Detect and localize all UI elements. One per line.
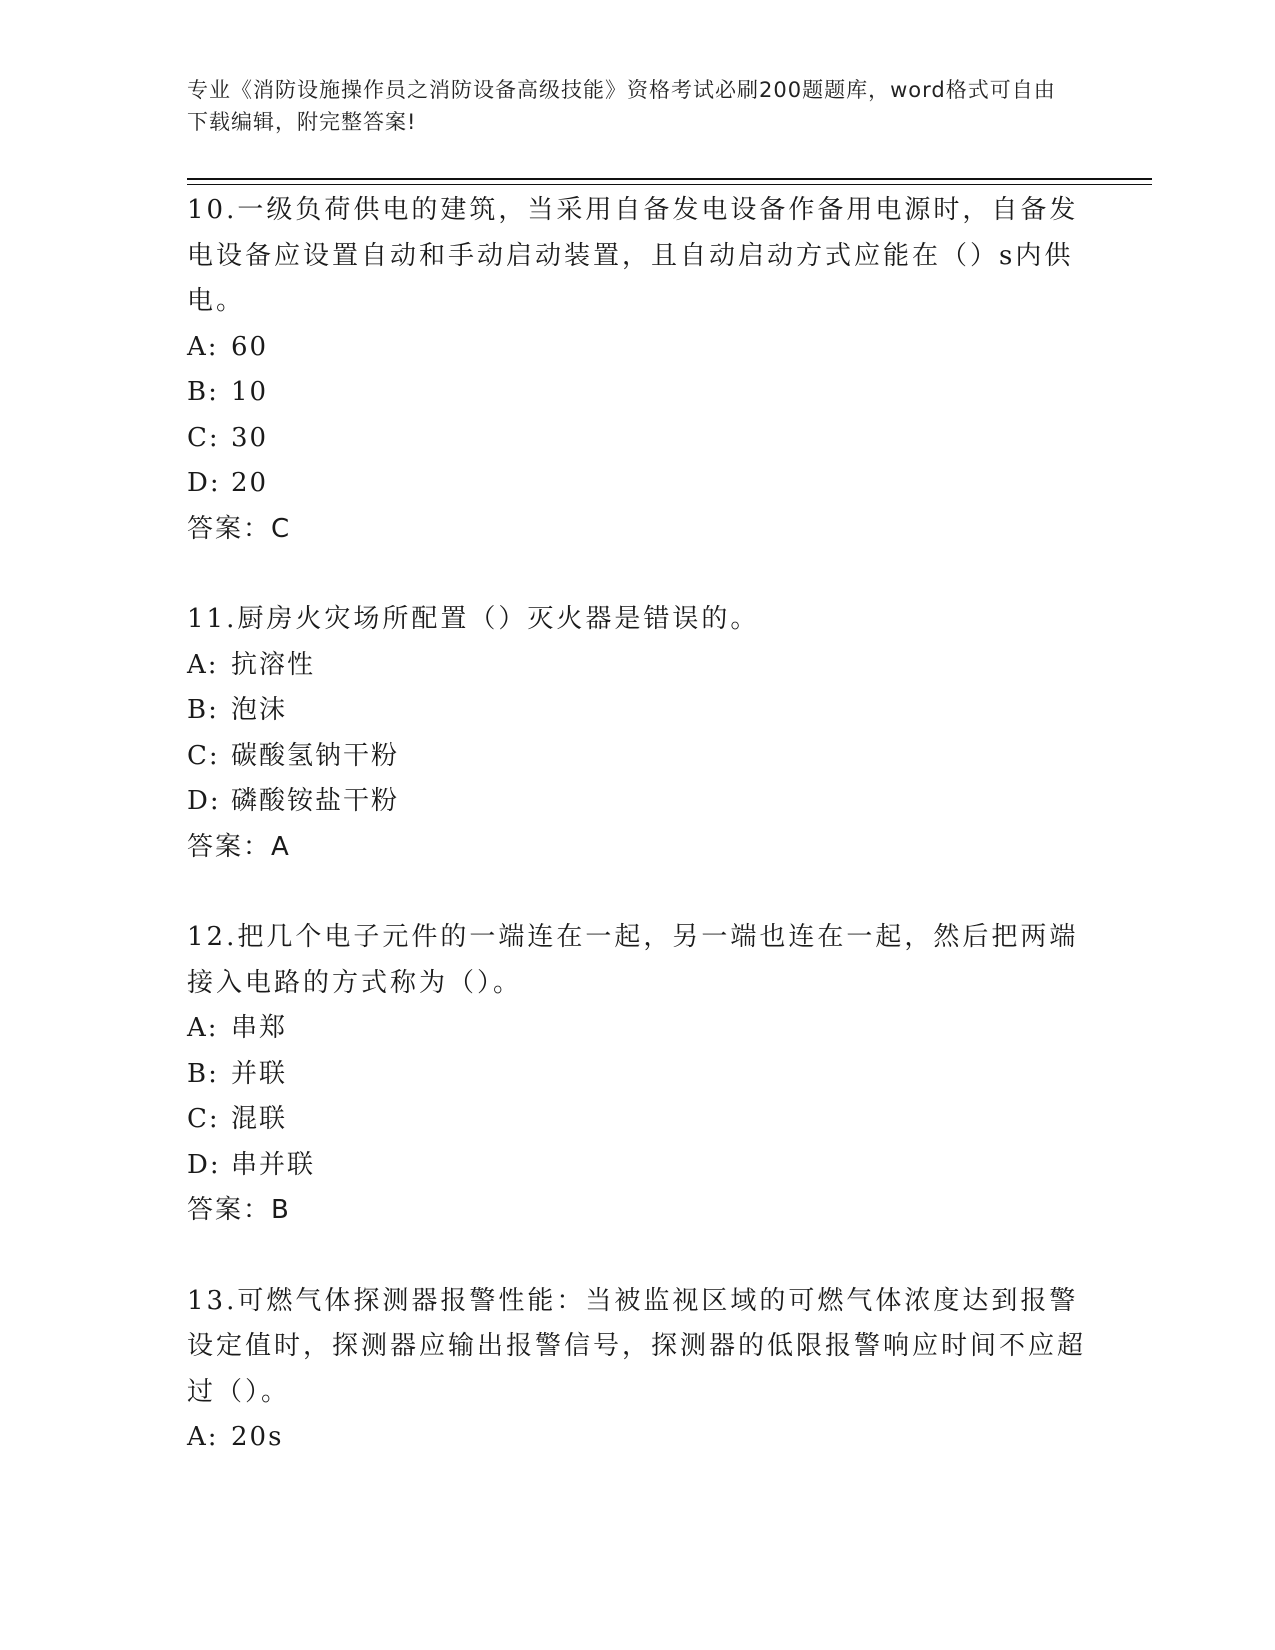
option-letter: A:: [187, 649, 219, 680]
header-divider-thin: [187, 184, 1152, 185]
question-stem: 11.厨房火灾场所配置（）灭火器是错误的。: [187, 604, 760, 634]
question-stem: 13.可燃气体探测器报警性能：当被监视区域的可燃气体浓度达到报警设定值时，探测器应输出报警信号，探测器的低限报警响应时间不应超过（）。: [187, 1285, 1087, 1407]
option-text: 混联: [231, 1104, 288, 1134]
option-letter: D:: [187, 1149, 221, 1180]
question-stem: 10.一级负荷供电的建筑，当采用自备发电设备作备用电源时，自备发电设备应设置自动和手动启动装置，且自动启动方式应能在（）s内供电。: [187, 195, 1079, 316]
question-spacer: [187, 552, 1087, 597]
option-text: 泡沫: [231, 695, 288, 725]
document-header: 专业《消防设施操作员之消防设备高级技能》资格考试必刷200题题库，word格式可自由下载编辑，附完整答案!: [187, 78, 1056, 134]
option-text: 串郑: [231, 1013, 288, 1043]
question-10: [187, 188, 1087, 552]
option-text: 串并联: [231, 1149, 316, 1180]
answer-line: 答案：B: [187, 1195, 291, 1225]
option-text: 并联: [231, 1058, 288, 1089]
option-letter: C:: [187, 740, 220, 771]
option-a: [187, 643, 1087, 689]
option-text: 20: [231, 468, 269, 498]
option-text: 60: [231, 331, 269, 362]
option-a: [187, 1415, 1087, 1461]
option-text: 10: [231, 377, 269, 407]
option-text: 30: [231, 422, 269, 453]
option-c: [187, 734, 1087, 780]
header-divider-thick: [187, 178, 1152, 180]
question-list: [187, 188, 1087, 1461]
option-d: [187, 779, 1087, 825]
option-text: 碳酸氢钠干粉: [231, 740, 400, 771]
question-12: [187, 915, 1087, 1234]
option-letter: A:: [187, 1013, 219, 1043]
option-letter: A:: [187, 331, 219, 362]
option-letter: C:: [187, 1104, 220, 1134]
option-letter: B:: [187, 695, 219, 725]
answer-line: 答案：A: [187, 831, 291, 862]
question-spacer: [187, 1234, 1087, 1279]
option-b: [187, 1052, 1087, 1098]
option-letter: B:: [187, 1058, 219, 1089]
option-d: [187, 1143, 1087, 1189]
option-c: [187, 1097, 1087, 1143]
option-letter: D:: [187, 468, 221, 498]
option-b: [187, 370, 1087, 416]
question-13: [187, 1279, 1087, 1461]
option-d: [187, 461, 1087, 507]
option-letter: B:: [187, 377, 219, 407]
question-11: [187, 597, 1087, 870]
option-letter: C:: [187, 422, 220, 453]
option-a: [187, 1006, 1087, 1052]
option-letter: A:: [187, 1422, 219, 1452]
option-text: 20s: [231, 1422, 284, 1452]
question-spacer: [187, 870, 1087, 915]
option-text: 抗溶性: [231, 649, 316, 680]
answer-line: 答案：C: [187, 513, 292, 544]
option-letter: D:: [187, 786, 221, 816]
option-c: [187, 416, 1087, 462]
option-text: 磷酸铵盐干粉: [231, 786, 400, 816]
question-stem: 12.把几个电子元件的一端连在一起，另一端也连在一起，然后把两端接入电路的方式称为（）。: [187, 922, 1079, 998]
option-b: [187, 688, 1087, 734]
option-a: [187, 325, 1087, 371]
